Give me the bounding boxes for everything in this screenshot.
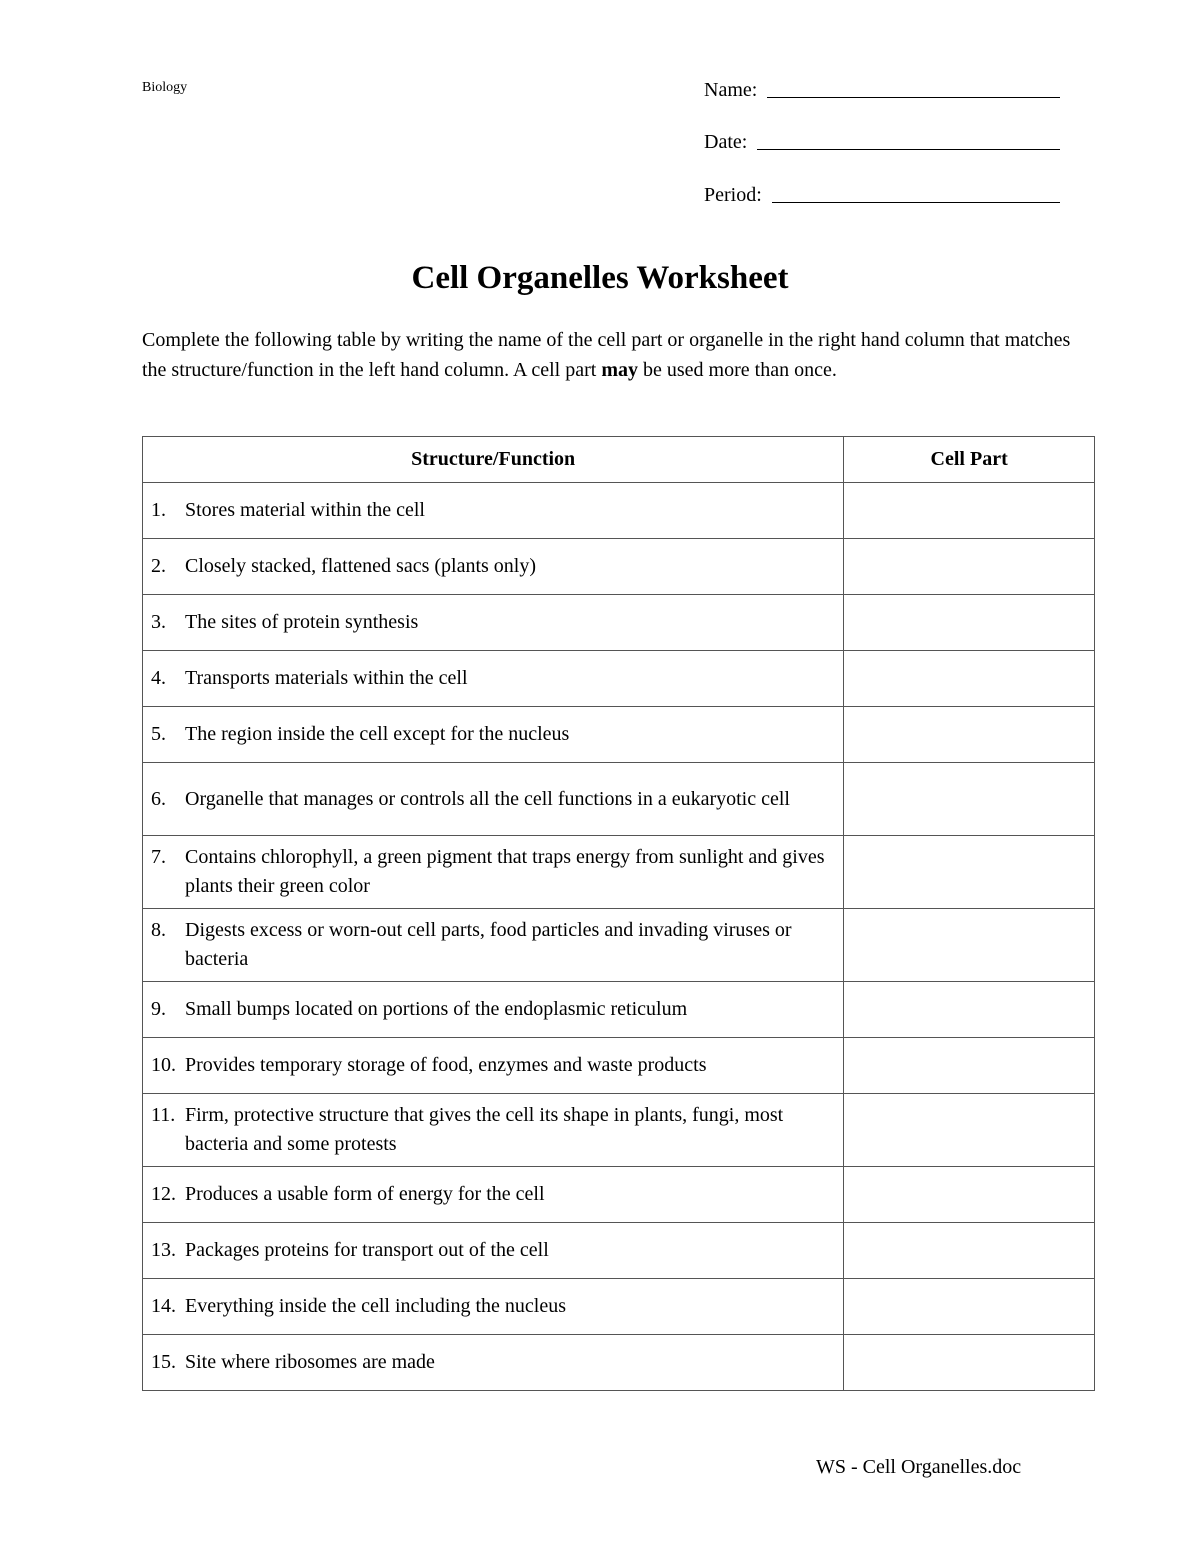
item-number: 12. xyxy=(151,1183,176,1205)
item-description: Site where ribosomes are made xyxy=(185,1351,435,1373)
item-number: 14. xyxy=(151,1295,176,1317)
table-row xyxy=(143,539,1095,595)
item-description: Organelle that manages or controls all the cell functions in a eukaryotic cell xyxy=(185,787,790,810)
table-row xyxy=(143,483,1095,539)
table-header-row xyxy=(143,437,1095,483)
table-row xyxy=(143,982,1095,1038)
answer-cell[interactable] xyxy=(844,1038,1095,1094)
function-cell xyxy=(143,836,844,909)
item-description: Produces a usable form of energy for the cell xyxy=(185,1183,545,1205)
function-cell xyxy=(143,651,844,707)
answer-cell[interactable] xyxy=(844,982,1095,1038)
answer-cell[interactable] xyxy=(844,707,1095,763)
function-cell xyxy=(143,707,844,763)
name-field-row xyxy=(704,75,1060,101)
period-label: Period: xyxy=(704,184,762,206)
item-description: Contains chlorophyll, a green pigment that traps energy from sunlight and gives plants their green color xyxy=(185,846,825,897)
period-blank[interactable] xyxy=(772,182,1060,203)
function-cell xyxy=(143,982,844,1038)
item-description: The region inside the cell except for the nucleus xyxy=(185,723,570,745)
name-blank[interactable] xyxy=(767,77,1060,98)
period-field-row xyxy=(704,180,1060,206)
item-number: 10. xyxy=(151,1054,176,1076)
table-row xyxy=(143,651,1095,707)
date-label: Date: xyxy=(704,131,748,153)
item-number: 3. xyxy=(151,611,166,633)
table-row xyxy=(143,1279,1095,1335)
instructions-text-2: be used more than once. xyxy=(638,359,837,381)
item-number: 11. xyxy=(151,1104,176,1126)
function-cell xyxy=(143,909,844,982)
item-description: Packages proteins for transport out of the cell xyxy=(185,1239,549,1261)
function-cell xyxy=(143,1094,844,1167)
item-description: Stores material within the cell xyxy=(185,499,425,521)
item-number: 1. xyxy=(151,499,166,521)
item-description: The sites of protein synthesis xyxy=(185,611,419,633)
item-description: Closely stacked, flattened sacs (plants only) xyxy=(185,555,537,577)
answer-cell[interactable] xyxy=(844,1223,1095,1279)
table-row xyxy=(143,763,1095,836)
answer-cell[interactable] xyxy=(844,1279,1095,1335)
item-number: 8. xyxy=(151,919,166,941)
item-number: 13. xyxy=(151,1239,176,1261)
footer-filename: WS - Cell Organelles.doc xyxy=(816,1456,1022,1478)
function-cell xyxy=(143,539,844,595)
answer-cell[interactable] xyxy=(844,836,1095,909)
item-description: Firm, protective structure that gives the cell its shape in plants, fungi, most bacteria and some protests xyxy=(185,1104,784,1155)
item-number: 15. xyxy=(151,1351,176,1373)
function-cell xyxy=(143,483,844,539)
item-number: 9. xyxy=(151,998,166,1020)
answer-cell[interactable] xyxy=(844,539,1095,595)
item-description: Everything inside the cell including the nucleus xyxy=(185,1295,567,1317)
answer-cell[interactable] xyxy=(844,763,1095,836)
table-row xyxy=(143,595,1095,651)
function-cell xyxy=(143,1038,844,1094)
function-cell xyxy=(143,1279,844,1335)
subject-label: Biology xyxy=(142,80,188,95)
organelles-table xyxy=(142,436,1095,1391)
instructions-emphasis: may xyxy=(601,359,638,381)
function-cell xyxy=(143,1167,844,1223)
worksheet-title: Cell Organelles Worksheet xyxy=(411,260,789,296)
item-description: Transports materials within the cell xyxy=(185,667,468,689)
item-number: 5. xyxy=(151,723,166,745)
instructions xyxy=(142,325,1072,385)
table-row xyxy=(143,1167,1095,1223)
item-description: Provides temporary storage of food, enzymes and waste products xyxy=(185,1054,707,1076)
date-field-row xyxy=(704,127,1060,153)
table-row xyxy=(143,1335,1095,1391)
function-cell xyxy=(143,1223,844,1279)
item-description: Digests excess or worn-out cell parts, food particles and invading viruses or bacteria xyxy=(185,919,792,970)
table-row xyxy=(143,707,1095,763)
name-label: Name: xyxy=(704,79,758,101)
answer-cell[interactable] xyxy=(844,1094,1095,1167)
function-cell xyxy=(143,595,844,651)
table-row xyxy=(143,1094,1095,1167)
function-cell xyxy=(143,1335,844,1391)
header-structure-function: Structure/Function xyxy=(143,437,844,483)
table-row xyxy=(143,1038,1095,1094)
item-number: 4. xyxy=(151,667,166,689)
answer-cell[interactable] xyxy=(844,595,1095,651)
header-cell-part: Cell Part xyxy=(844,437,1095,483)
date-blank[interactable] xyxy=(757,129,1060,150)
table-row xyxy=(143,909,1095,982)
function-cell xyxy=(143,763,844,836)
instructions-text-1: Complete the following table by writing the name of the cell part or organelle in the right hand column that matches the structure/function in the left hand column. A cell part xyxy=(142,329,1071,381)
answer-cell[interactable] xyxy=(844,483,1095,539)
table-row xyxy=(143,1223,1095,1279)
answer-cell[interactable] xyxy=(844,1167,1095,1223)
answer-cell[interactable] xyxy=(844,651,1095,707)
item-number: 2. xyxy=(151,555,166,577)
item-number: 7. xyxy=(151,846,166,868)
item-number: 6. xyxy=(151,787,166,810)
answer-cell[interactable] xyxy=(844,1335,1095,1391)
table-row xyxy=(143,836,1095,909)
item-description: Small bumps located on portions of the endoplasmic reticulum xyxy=(185,998,688,1020)
answer-cell[interactable] xyxy=(844,909,1095,982)
